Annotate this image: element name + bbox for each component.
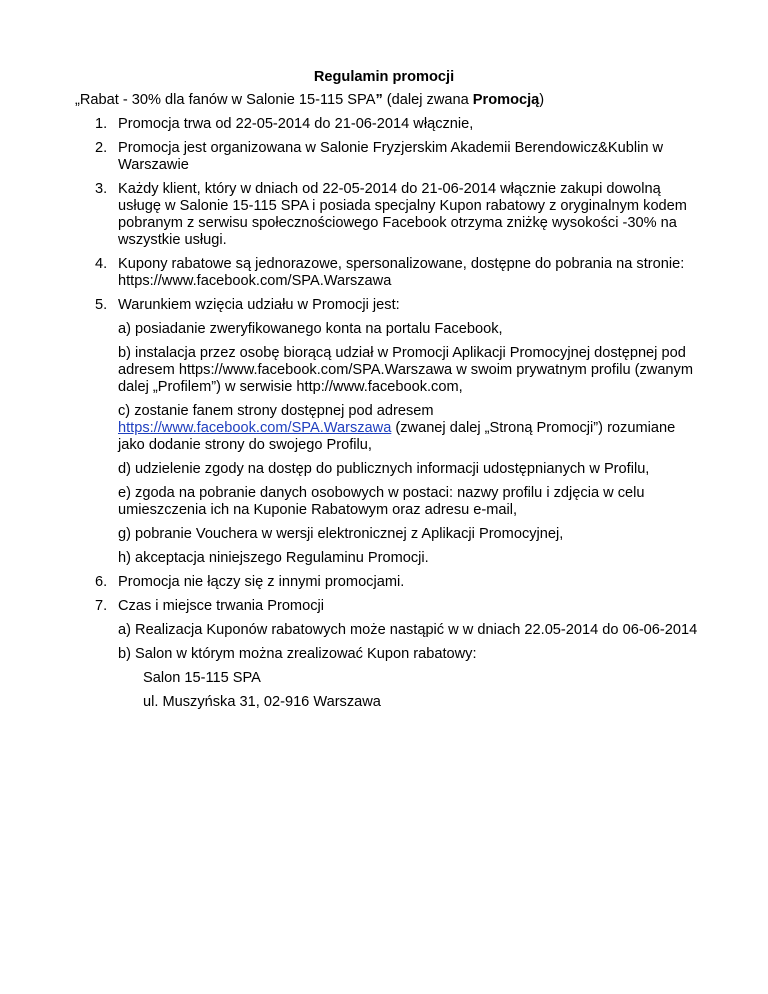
intro-bold-term: Promocją <box>472 92 540 108</box>
list-item-text: Promocja nie łączy się z innymi promocjami. <box>118 574 405 590</box>
intro-mid: (dalej zwana <box>382 92 473 108</box>
condition-c <box>0 403 703 454</box>
list-number: 2. <box>95 140 108 156</box>
list-number: 4. <box>95 256 108 272</box>
list-number: 5. <box>95 297 108 313</box>
time-place-b: b) Salon w którym można zrealizować Kupon rabatowy: <box>118 646 477 662</box>
condition-g: g) pobranie Vouchera w wersji elektronicznej z Aplikacji Promocyjnej, <box>118 526 564 542</box>
list-item <box>0 574 698 591</box>
list-item-text: Czas i miejsce trwania Promocji <box>118 598 324 614</box>
document-title: Regulamin promocji <box>313 69 455 85</box>
intro-line <box>75 92 715 109</box>
intro-post: ) <box>539 92 545 108</box>
condition-e: e) zgoda na pobranie danych osobowych w postaci: nazwy profilu i zdjęcia w celu umieszczenia ich na Kuponie Rabatowym oraz adresu e-mail, <box>118 485 645 518</box>
intro-pre: „Rabat - 30% dla fanów w Salonie 15-115 SPA <box>75 92 376 108</box>
list-item-text: Każdy klient, który w dniach od 22-05-2014 do 21-06-2014 włącznie zakupi dowolną usługę w Salonie 15-115 SPA i posiada specjalny Kupon rabatowy z oryginalnym kodem pobranym z serwisu społecznościowego Facebook otrzyma zniżkę wysokości -30% na wszystkie usługi. <box>118 181 687 248</box>
intro-quote-close: ” <box>375 92 383 108</box>
time-place-a: a) Realizacja Kuponów rabatowych może nastąpić w w dniach 22.05-2014 do 06-06-2014 <box>118 622 698 638</box>
condition-h: h) akceptacja niniejszego Regulaminu Promocji. <box>118 550 429 566</box>
list-number: 3. <box>95 181 108 197</box>
condition-a: a) posiadanie zweryfikowanego konta na portalu Facebook, <box>118 321 503 337</box>
facebook-page-link[interactable]: https://www.facebook.com/SPA.Warszawa <box>118 420 392 436</box>
condition-c-pre: c) zostanie fanem strony dostępnej pod adresem <box>118 403 434 419</box>
list-item-text: Promocja trwa od 22-05-2014 do 21-06-2014 włącznie, <box>118 116 474 132</box>
condition-d: d) udzielenie zgody na dostęp do publicznych informacji udostępnianych w Profilu, <box>118 461 650 477</box>
condition-c-post: (zwanej dalej „Stroną Promocji”) rozumiane jako dodanie strony do swojego Profilu, <box>118 420 676 453</box>
list-item <box>0 256 698 290</box>
list-item-text: Kupony rabatowe są jednorazowe, spersonalizowane, dostępne do pobrania na stronie: https://www.facebook.com/SPA.Warszawa <box>118 256 685 289</box>
list-number: 6. <box>95 574 108 590</box>
list-item <box>0 140 698 174</box>
list-item-text: Warunkiem wzięcia udziału w Promocji jest: <box>118 297 400 313</box>
list-item <box>0 598 698 615</box>
list-item-text: Promocja jest organizowana w Salonie Fryzjerskim Akademii Berendowicz&Kublin w Warszawie <box>118 140 664 173</box>
list-item <box>0 297 698 314</box>
list-number: 7. <box>95 598 108 614</box>
salon-name: Salon 15-115 SPA <box>143 670 261 686</box>
condition-b: b) instalacja przez osobę biorącą udział w Promocji Aplikacji Promocyjnej dostępnej pod adresem https://www.facebook.com/SPA.Warszawa w swoim prywatnym profilu (zwanym dalej „Profilem”) w serwisie http://www.facebook.com, <box>118 345 694 395</box>
list-item <box>0 116 698 133</box>
rules-list <box>0 116 768 718</box>
salon-address: ul. Muszyńska 31, 02-916 Warszawa <box>143 694 381 710</box>
list-number: 1. <box>95 116 108 132</box>
list-item <box>0 181 698 249</box>
